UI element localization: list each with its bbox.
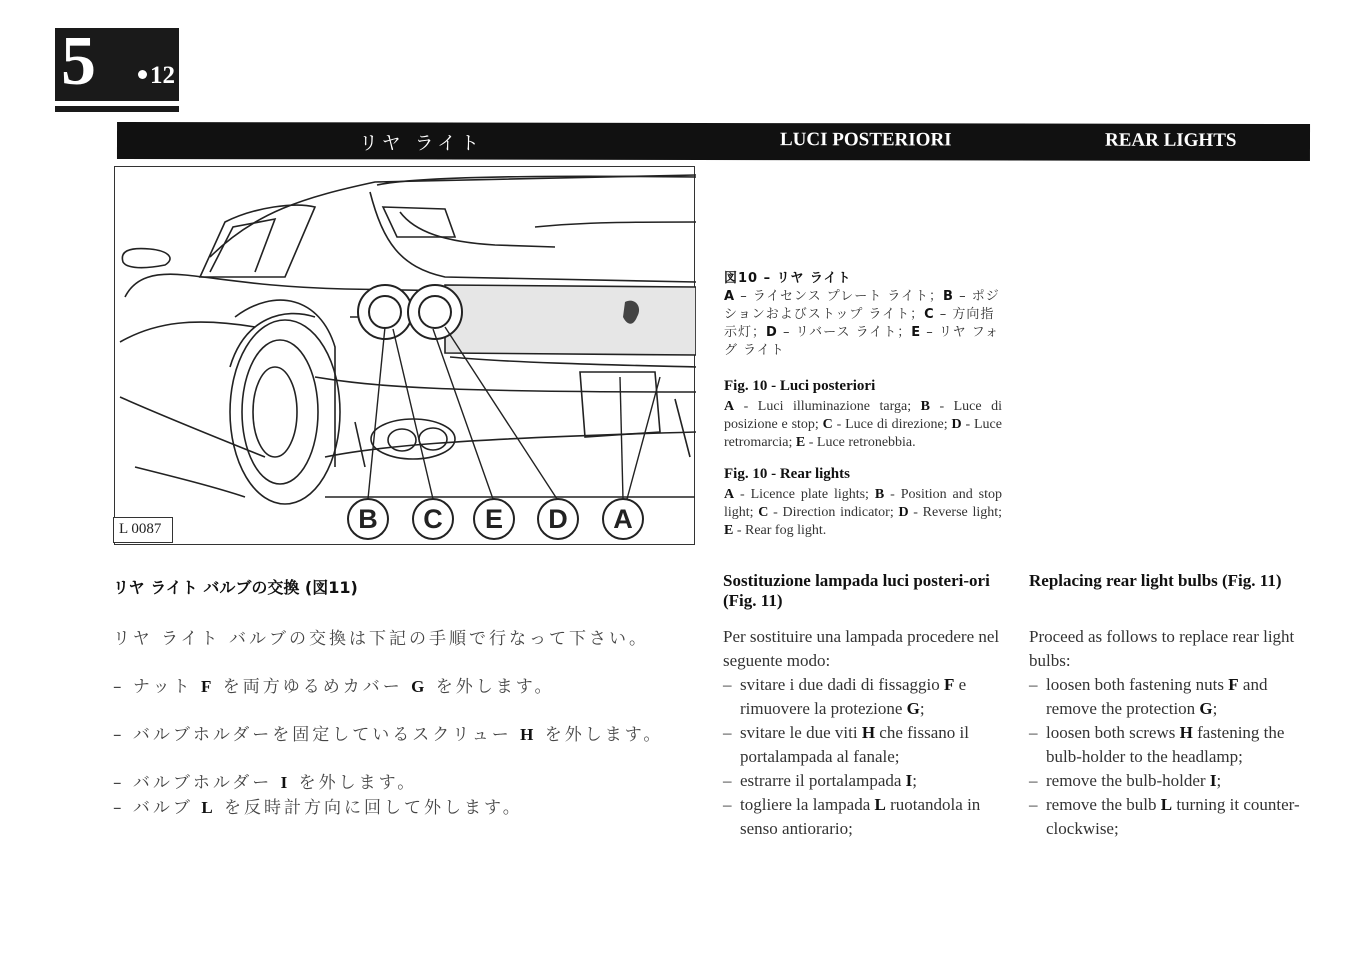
figure-reference: L 0087 (113, 517, 173, 543)
it-intro: Per sostituire una lampada procedere nel seguente modo: (723, 627, 1000, 670)
jp-step-2: – バルブホルダーを固定しているスクリュー H を外します。 (113, 725, 664, 745)
caption-en-text: A - Licence plate lights; B - Position and stop light; C - Direction indicator; D - Reverse light; E - Rear fog light. (724, 487, 1003, 538)
page-number-dot (138, 70, 147, 79)
it-step-4: – togliere la lampada L ruotandola in senso antiorario; (723, 793, 1001, 841)
page-number: 12 (150, 62, 175, 89)
it-step-2: – svitare le due viti H che fissano il portalampada al fanale; (723, 721, 1001, 769)
it-section-title: Sostituzione lampada luci posteri-ori (Fig. 11) (723, 571, 990, 610)
car-rear-drawing (115, 167, 696, 546)
header-band (117, 122, 1310, 161)
header-title-en: REAR LIGHTS (1104, 129, 1237, 151)
caption-it-text: A - Luci illuminazione targa; B - Luce di posizione e stop; C - Luce di direzione; D - Luce retromarcia; E - Luce retronebbia. (724, 399, 1002, 450)
caption-en (724, 465, 1002, 540)
rear-lights-figure (114, 166, 695, 545)
it-step-3: – estrarre il portalampada I; (723, 769, 1001, 793)
jp-section-title: リヤ ライト バルブの交換 (図11) (113, 578, 358, 597)
en-section-title: Replacing rear light bulbs (Fig. 11) (1029, 571, 1282, 590)
page-number-rule (55, 106, 179, 112)
caption-jp-title: 図10 – リヤ ライト (724, 271, 852, 286)
it-step-1: – svitare i due dadi di fissaggio F e rimuovere la protezione G; (723, 673, 1001, 721)
callout-D: D (537, 498, 579, 540)
jp-intro: リヤ ライト バルブの交換は下記の手順で行なって下さい。 (113, 629, 649, 649)
header-title-it: LUCI POSTERIORI (779, 129, 952, 151)
en-step-4: – remove the bulb L turning it counter-clockwise; (1029, 793, 1305, 841)
page-number-block (55, 23, 179, 101)
jp-step-4: – バルブ L を反時計方向に回して外します。 (113, 798, 523, 818)
caption-it (724, 377, 1002, 452)
caption-jp-text: A – ライセンス プレート ライト；B – ポジションおよびストップ ライト；C – 方向指示灯；D – リバース ライト；E – リヤ フォグ ライト (724, 289, 1000, 358)
section-number: 5 (61, 23, 96, 100)
caption-jp (724, 270, 1002, 360)
caption-it-title: Fig. 10 - Luci posteriori (724, 378, 876, 394)
it-section-body (723, 625, 1001, 841)
jp-step-3: – バルブホルダー I を外します。 (113, 773, 418, 793)
en-section-body (1029, 625, 1305, 841)
header-title-jp: リヤ ライト (358, 132, 484, 155)
callout-A: A (602, 498, 644, 540)
en-step-2: – loosen both screws H fastening the bulb-holder to the headlamp; (1029, 721, 1305, 769)
callout-C: C (412, 498, 454, 540)
en-intro: Proceed as follows to replace rear light bulbs: (1029, 627, 1295, 670)
caption-en-title: Fig. 10 - Rear lights (724, 466, 850, 482)
callout-E: E (473, 498, 515, 540)
en-step-3: – remove the bulb-holder I; (1029, 769, 1305, 793)
jp-step-1: – ナット F を両方ゆるめカバー G を外します。 (113, 677, 555, 697)
en-step-1: – loosen both fastening nuts F and remove the protection G; (1029, 673, 1305, 721)
callout-B: B (347, 498, 389, 540)
